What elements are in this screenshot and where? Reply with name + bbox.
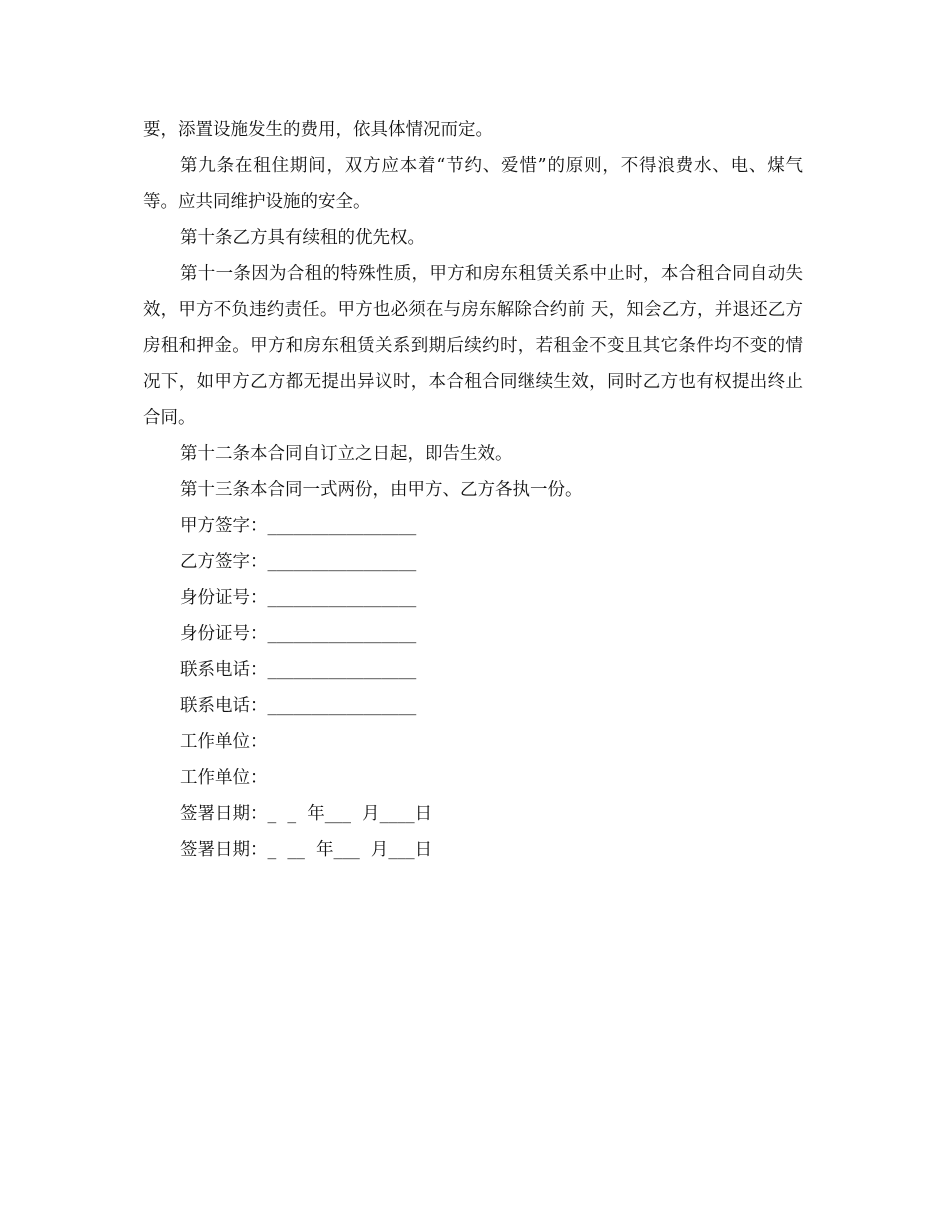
- party-a-id-number-line: 身份证号：_________________: [180, 588, 417, 608]
- party-b-signature-line: 乙方签字：_________________: [180, 552, 417, 572]
- signature-section: [143, 508, 803, 868]
- party-b-id-number-line: 身份证号：_________________: [180, 624, 417, 644]
- paragraph-article-9: 第九条在租住期间，双方应本着“节约、爱惜”的原则，不得浪费水、电、煤气等。应共同维护设施的安全。: [143, 156, 803, 212]
- party-a-phone-line: 联系电话：_________________: [180, 660, 417, 680]
- party-a-signing-date-line: 签署日期：_ _ 年___ 月____日: [180, 804, 433, 824]
- paragraph-article-10: 第十条乙方具有续租的优先权。: [180, 228, 425, 248]
- contract-body: [143, 112, 803, 868]
- party-a-signature-line: 甲方签字：_________________: [180, 516, 417, 536]
- paragraph-article-12: 第十二条本合同自订立之日起，即告生效。: [180, 444, 513, 464]
- paragraph-article-13: 第十三条本合同一式两份，由甲方、乙方各执一份。: [180, 480, 583, 500]
- party-b-signing-date-line: 签署日期：_ __ 年___ 月___日: [180, 840, 433, 860]
- paragraph-article-11: 第十一条因为合租的特殊性质，甲方和房东租赁关系中止时，本合租合同自动失效，甲方不负违约责任。甲方也必须在与房东解除合约前 天，知会乙方，并退还乙方房租和押金。甲方和房东租赁关系到期后续约时，若租金不变且其它条件均不变的情况下，如甲方乙方都无提出异议时，本合租合同继续生效，同时乙方也有权提出终止合同。: [143, 264, 803, 428]
- party-b-phone-line: 联系电话：_________________: [180, 696, 417, 716]
- party-a-employer-line: 工作单位：: [180, 732, 268, 752]
- paragraph-continuation: 要，添置设施发生的费用，依具体情况而定。: [143, 120, 493, 140]
- party-b-employer-line: 工作单位：: [180, 768, 268, 788]
